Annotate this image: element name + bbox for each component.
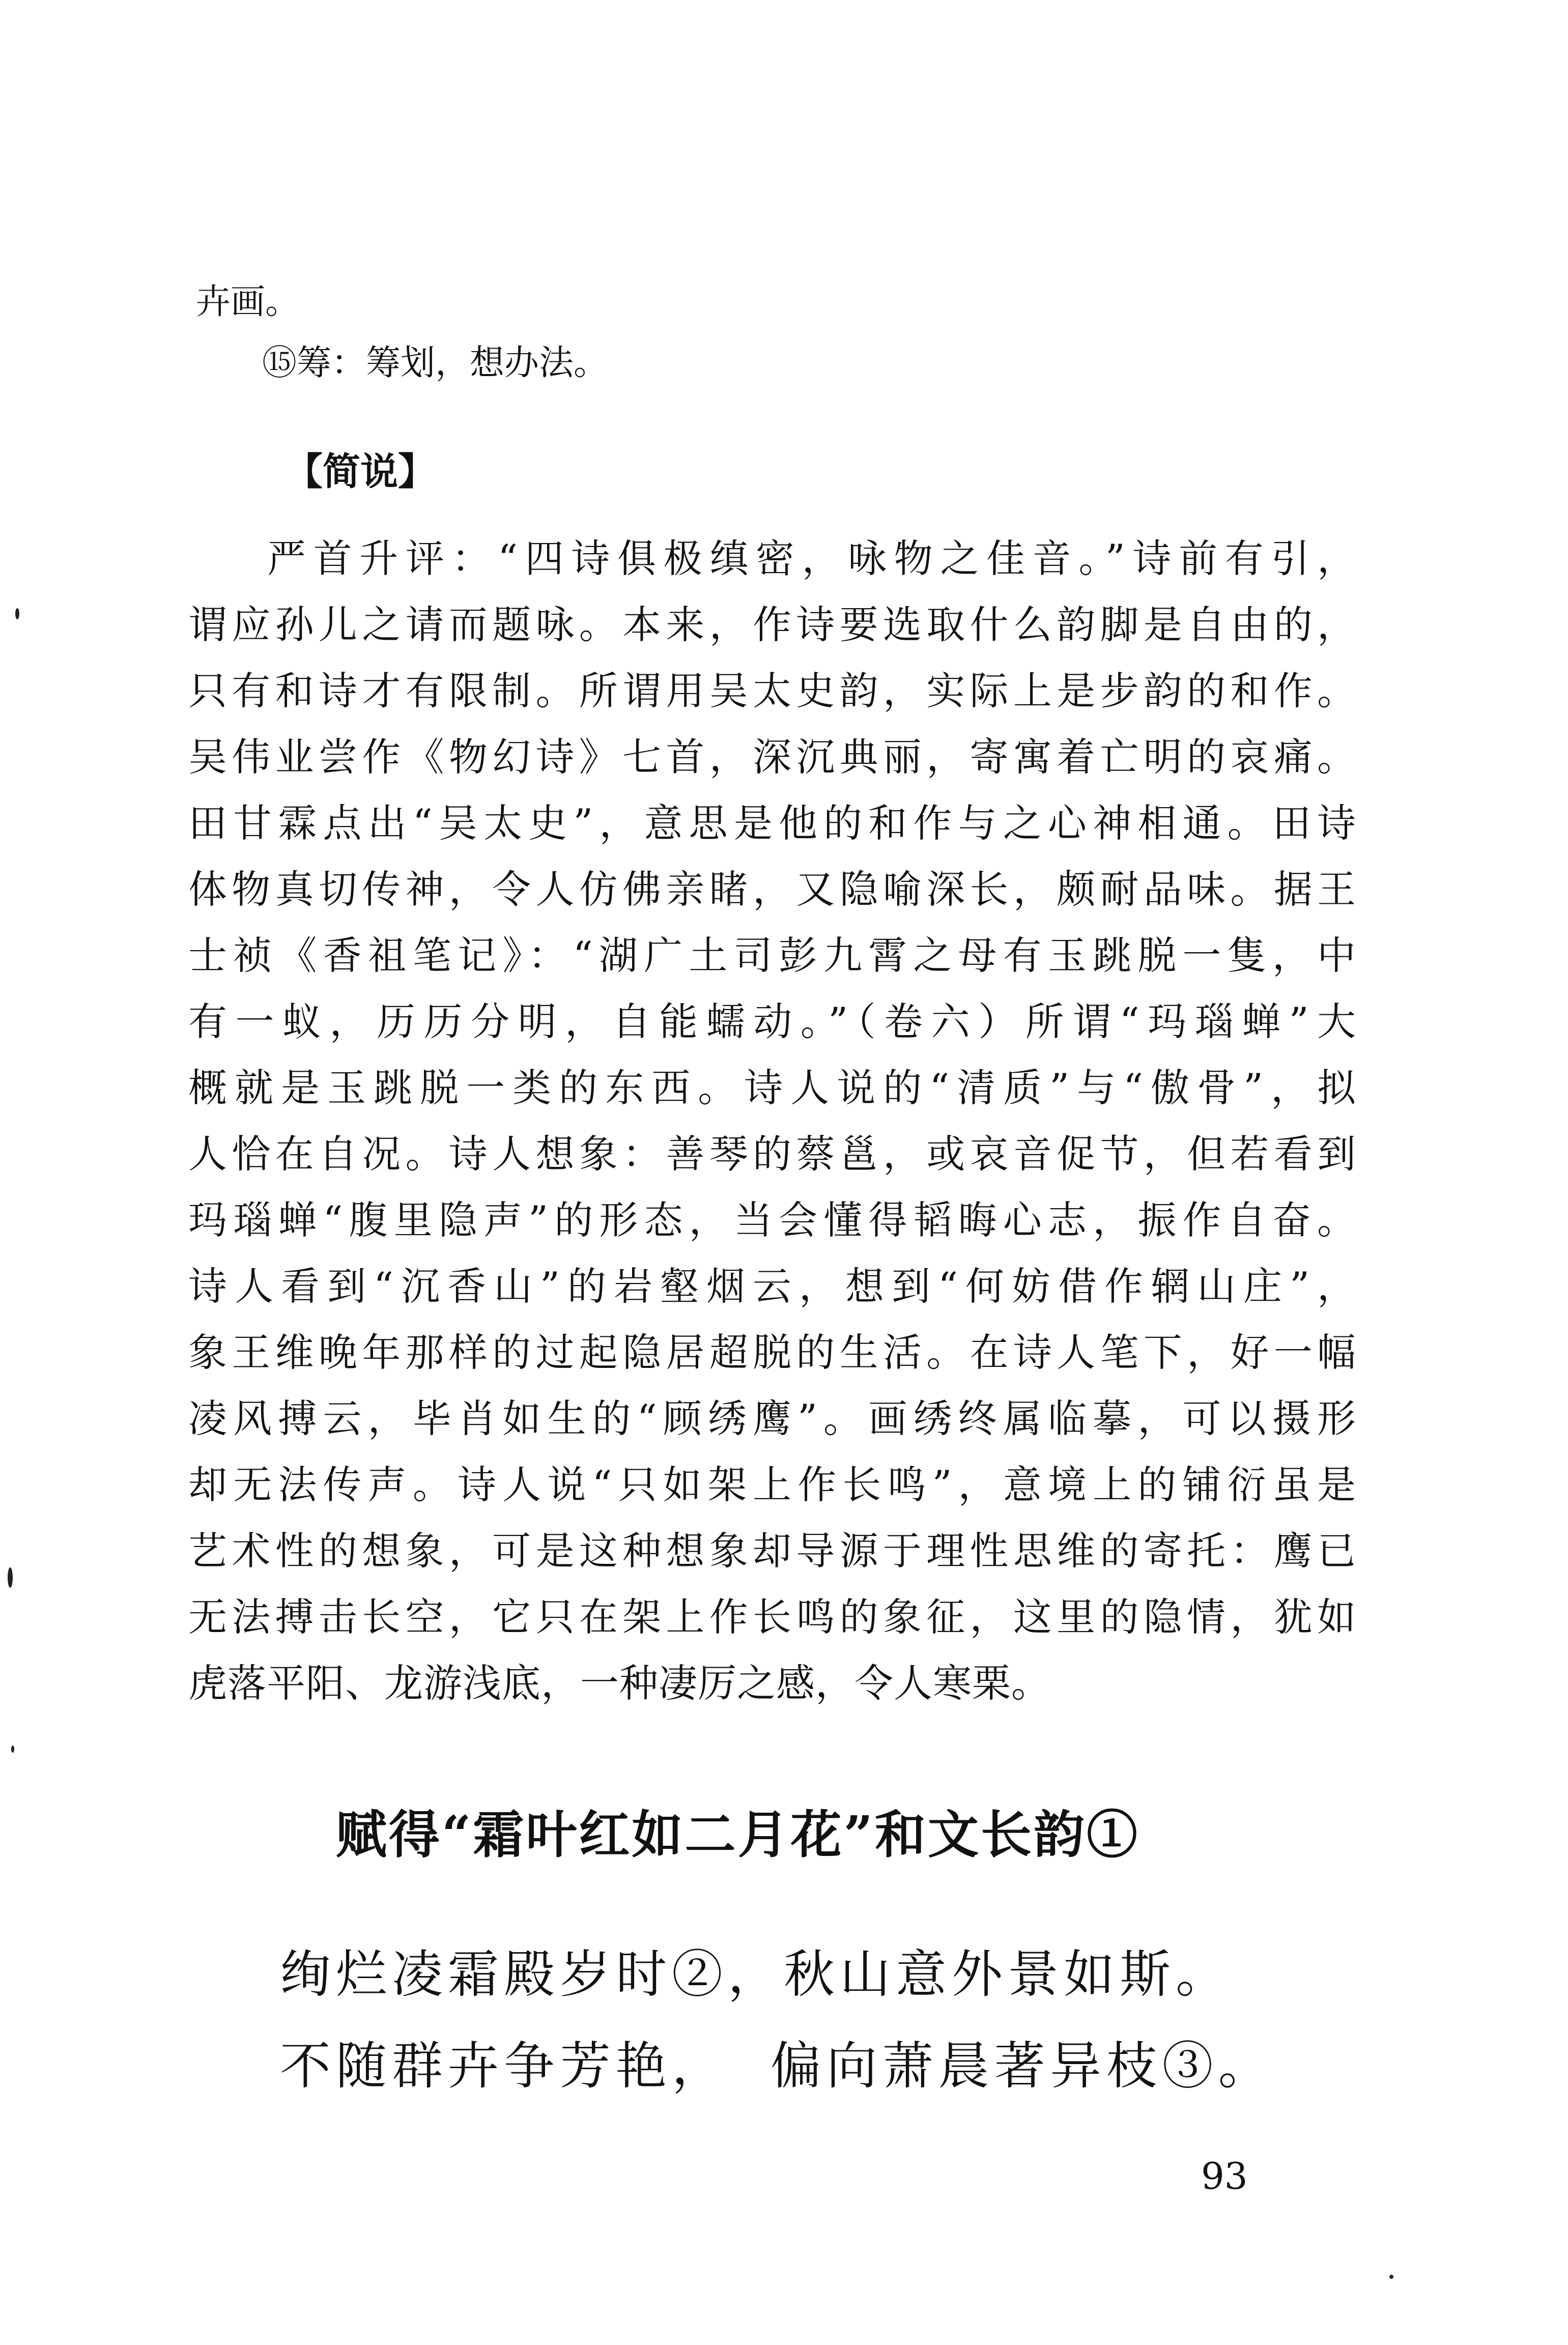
commentary-line: 玛瑙蝉“腹里隐声”的形态，当会懂得韬晦心志，振作自奋。 <box>188 1197 1356 1243</box>
commentary-line: 象王维晚年那样的过起隐居超脱的生活。在诗人笔下，好一幅 <box>188 1330 1356 1375</box>
poem-title: 赋得“霜叶红如二月花”和文长韵① <box>336 1805 1140 1865</box>
commentary-line: 虎落平阳、龙游浅底，一种凄厉之感，令人寒栗。 <box>188 1661 1050 1706</box>
commentary-line: 有一蚁，历历分明，自能蠕动。”（卷六）所谓“玛瑙蝉”大 <box>188 999 1356 1044</box>
commentary-line: 却无法传声。诗人说“只如架上作长鸣”，意境上的铺衍虽是 <box>188 1462 1356 1507</box>
poem-line-2: 不随群卉争芳艳， 偏向萧晨著异枝③。 <box>280 2036 1274 2096</box>
scan-speck <box>15 608 19 619</box>
scan-speck <box>1389 2275 1393 2279</box>
scan-speck <box>11 1746 14 1753</box>
commentary-line: 诗人看到“沉香山”的岩壑烟云，想到“何妨借作辋山庄”， <box>188 1264 1356 1309</box>
page-number: 93 <box>1201 2155 1248 2197</box>
commentary-line: 体物真切传神，令人仿佛亲睹，又隐喻深长，颇耐品味。据王 <box>188 867 1356 912</box>
commentary-line: 严首升评：“四诗俱极缜密，咏物之佳音。”诗前有引， <box>267 536 1356 581</box>
commentary-line: 吴伟业尝作《物幻诗》七首，深沉典丽，寄寓着亡明的哀痛。 <box>188 734 1356 780</box>
commentary-line: 无法搏击长空，它只在架上作长鸣的象征，这里的隐情，犹如 <box>188 1594 1356 1640</box>
scan-speck <box>8 1567 13 1588</box>
section-heading: 【简说】 <box>285 450 436 494</box>
note-continuation: 卉画。 <box>196 282 300 322</box>
commentary-line: 只有和诗才有限制。所谓用吴太史韵，实际上是步韵的和作。 <box>188 668 1356 713</box>
commentary-line: 士祯《香祖笔记》：“湖广土司彭九霄之母有玉跳脱一隻，中 <box>188 933 1356 978</box>
poem-line-1: 绚烂凌霜殿岁时②，秋山意外景如斯。 <box>280 1944 1232 2004</box>
commentary-line: 凌风搏云，毕肖如生的“顾绣鹰”。画绣终属临摹，可以摄形 <box>188 1396 1356 1441</box>
commentary-line: 人恰在自况。诗人想象：善琴的蔡邕，或哀音促节，但若看到 <box>188 1131 1356 1177</box>
commentary-line: 谓应孙儿之请而题咏。本来，作诗要选取什么韵脚是自由的， <box>188 602 1356 647</box>
commentary-line: 概就是玉跳脱一类的东西。诗人说的“清质”与“傲骨”，拟 <box>188 1065 1356 1110</box>
footnote-15: ⑮筹：筹划，想办法。 <box>262 343 609 383</box>
commentary-line: 田甘霖点出“吴太史”，意思是他的和作与之心神相通。田诗 <box>188 800 1356 846</box>
commentary-line: 艺术性的想象，可是这种想象却导源于理性思维的寄托：鹰已 <box>188 1528 1356 1574</box>
